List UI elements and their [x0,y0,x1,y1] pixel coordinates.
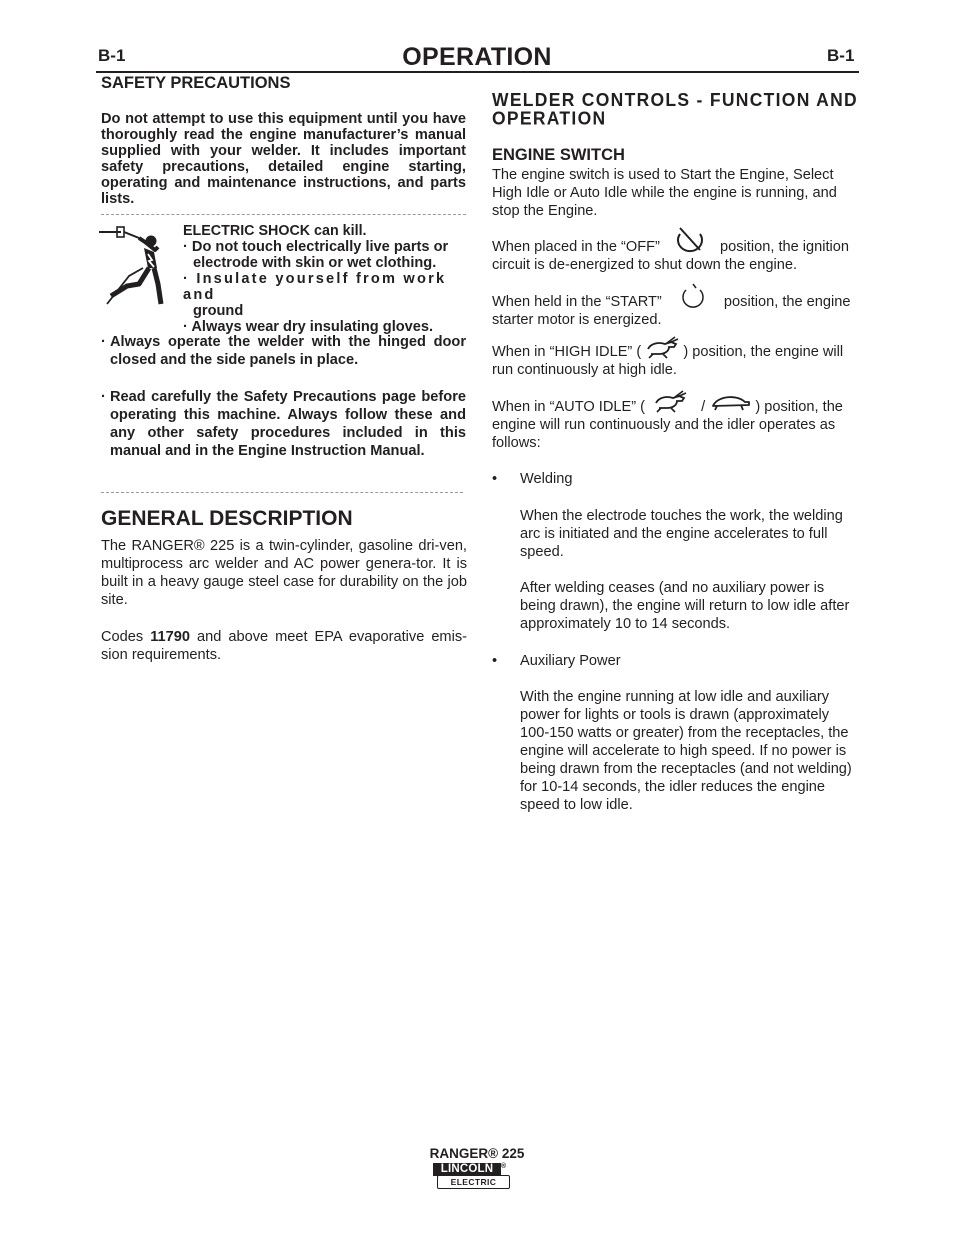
auto-idle-separator: / [701,399,706,415]
list-bullet: • [492,653,498,669]
start-text-after: position, the engine starter motor is energized. [492,294,851,328]
general-description-heading: GENERAL DESCRIPTION [101,507,353,530]
footer-model: RANGER® 225 [429,1146,525,1161]
start-text-before: When held in the “START” [492,294,662,310]
codes-prefix: Codes [101,629,151,645]
logo-top-text: LINCOLN [433,1163,501,1176]
logo-bottom-text: ELECTRIC [437,1175,510,1189]
bullet-text: Always operate the welder with the hinged door closed and the side panels in place. [110,334,466,368]
auto-idle-text [492,398,860,452]
bullet-text: Read carefully the Safety Precautions page before operating this machine. Always follow these and any other safety procedures included in this manual and in the Engine Instruction Manual. [110,389,466,459]
page-title: OPERATION [402,43,552,71]
page-number-right: B-1 [827,46,855,65]
rabbit-icon [645,335,679,359]
welding-item-paragraph: When the electrode touches the work, the welding arc is initiated and the engine accelerates to full speed. [520,508,843,560]
engine-start-icon [680,282,706,310]
bullet-marker: · [101,389,106,405]
safety-heading: SAFETY PRECAUTIONS [101,74,291,92]
turtle-icon [709,392,751,412]
safety-intro: Do not attempt to use this equipment until you have thoroughly read the engine manufacturer’s manual supplied with your welder. It includes important safety precautions, detailed engine starting, operating and maintenance instructions, and parts lists. [101,111,466,207]
electric-shock-warning-icon [99,224,179,308]
high-idle-text-after: ) position, the engine will run continuously at high idle. [492,344,844,378]
lincoln-electric-logo [433,1163,513,1191]
auxiliary-power-item-paragraph: With the engine running at low idle and auxiliary power for lights or tools is drawn (approximately 100-150 watts or greater) from the receptacles, the engine will accelerate to high speed. If no power is being drawn from the receptacles (and not welding) for 10-14 seconds, the idler reduces the engine speed to low idle. [520,689,852,813]
engine-switch-heading: ENGINE SWITCH [492,146,625,164]
shock-warning-text [183,223,468,335]
list-bullet: • [492,471,498,487]
high-idle-text-before: When in “HIGH IDLE” ( [492,344,642,360]
dashed-divider [101,214,466,215]
start-position-text [492,293,860,329]
logo-registered-mark: ® [501,1163,507,1170]
shock-warning-line: · Do not touch electrically live parts or [183,239,449,255]
shock-warning-title: ELECTRIC SHOCK can kill. [183,223,367,239]
welding-item-paragraph: After welding ceases (and no auxiliary power is being drawn), the engine will return to low idle after approximately 10 to 14 seconds. [520,580,850,632]
off-text-before: When placed in the “OFF” [492,239,660,255]
engine-switch-intro: The engine switch is used to Start the Engine, Select High Idle or Auto Idle while the engine is running, and stop the Engine. [492,167,837,219]
codes-text [101,628,467,664]
auxiliary-power-item-title: Auxiliary Power [520,653,621,669]
general-description-text: The RANGER® 225 is a twin-cylinder, gasoline dri-ven, multiprocess arc welder and AC power genera-tor. It is built in a heavy gauge steel case for durability on the job site. [101,538,467,608]
bullet-marker: · [101,334,106,350]
welder-controls-heading: WELDER CONTROLS - FUNCTION AND OPERATION [492,89,858,129]
shock-warning-line: · Always wear dry insulating gloves. [183,319,434,335]
off-position-text [492,238,860,274]
high-idle-text [492,343,860,379]
off-text-after: position, the ignition circuit is de-energized to shut down the engine. [492,239,850,274]
shock-warning-line: electrode with skin or wet clothing. [193,255,437,271]
auto-idle-text-after: ) position, the engine will run continuously and the idler operates as follows: [492,399,843,451]
shock-warning-line: ground [193,303,244,319]
safety-bullet [101,388,466,460]
engine-off-icon [674,224,706,256]
codes-suffix: and above meet EPA evaporative emis-sion requirements. [101,629,467,663]
page-number-left: B-1 [98,46,126,65]
safety-bullet [101,333,466,369]
welding-item-title: Welding [520,471,573,487]
codes-number: 11790 [150,629,190,645]
dashed-divider [101,492,463,493]
rabbit-icon [653,389,687,413]
shock-warning-line: · Insulate yourself from work and [183,271,447,303]
header-rule [96,71,859,73]
auto-idle-text-before: When in “AUTO IDLE” ( [492,399,645,415]
